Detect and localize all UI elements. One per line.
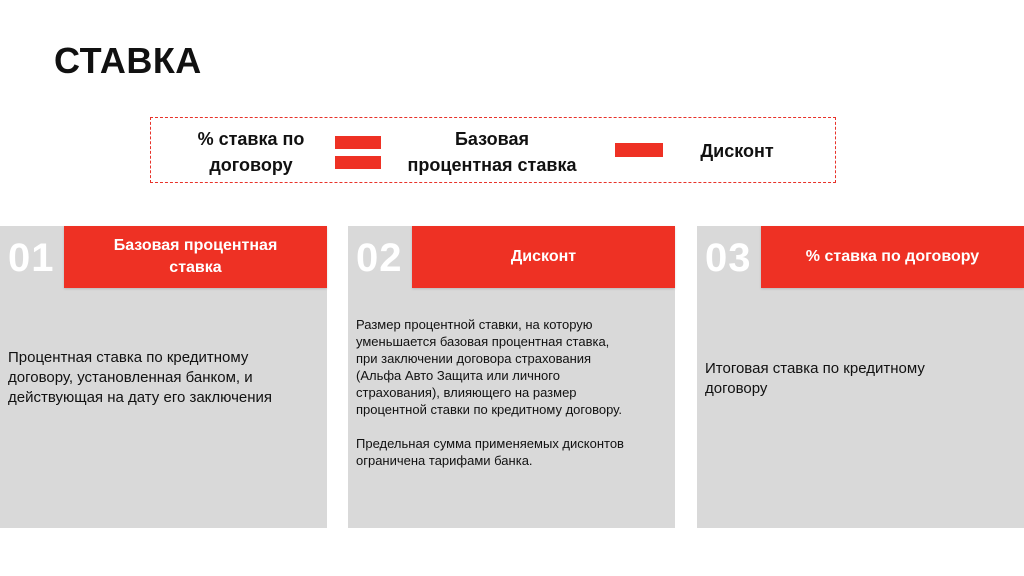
card-description-line: Процентная ставка по кредитному bbox=[8, 349, 249, 366]
card-description-line: страхования), влияющего на размер bbox=[356, 385, 577, 400]
card-description-line: договору bbox=[705, 380, 768, 397]
rate-formula-box bbox=[150, 117, 836, 183]
minus-sign bbox=[615, 143, 663, 157]
formula-base-rate-line1: Базовая bbox=[454, 129, 529, 149]
card-description-line: Итоговая ставка по кредитному bbox=[705, 360, 925, 377]
page-title: СТАВКА bbox=[54, 40, 202, 81]
card-contract-rate bbox=[697, 226, 1024, 528]
formula-discount-label: Дисконт bbox=[700, 141, 774, 161]
formula-base-rate-line2: процентная ставка bbox=[407, 155, 577, 175]
card-description-line: (Альфа Авто Защита или личного bbox=[356, 368, 560, 383]
card-description-line: при заключении договора страхования bbox=[356, 351, 592, 366]
card-description-line: ограничена тарифами банка. bbox=[356, 453, 533, 468]
card-description bbox=[356, 316, 670, 469]
formula-contract-rate-line1: % ставка по bbox=[197, 129, 305, 149]
card-description bbox=[705, 359, 1005, 399]
card-header: % ставка по договору bbox=[761, 226, 1024, 288]
card-description-line: договору, установленная банком, и bbox=[8, 369, 253, 386]
formula-contract-rate-line2: договору bbox=[209, 155, 293, 175]
card-number: 03 bbox=[705, 236, 752, 280]
card-header-line2: ставка bbox=[169, 259, 222, 276]
formula-base-rate-label bbox=[385, 126, 599, 178]
card-description bbox=[8, 348, 320, 408]
card-description-line: действующая на дату его заключения bbox=[8, 389, 273, 406]
card-header-line1: Базовая процентная bbox=[113, 237, 278, 254]
card-discount bbox=[348, 226, 675, 528]
card-description-paragraph bbox=[356, 316, 670, 418]
card-description-line: Предельная сумма применяемых дисконтов bbox=[356, 436, 624, 451]
card-number: 01 bbox=[8, 236, 55, 280]
card-base-rate bbox=[0, 226, 327, 528]
card-description-line: уменьшается базовая процентная ставка, bbox=[356, 334, 610, 349]
card-description-line: Размер процентной ставки, на которую bbox=[356, 317, 593, 332]
card-number: 02 bbox=[356, 236, 403, 280]
equals-sign-bottom-bar bbox=[335, 156, 381, 169]
equals-sign-top-bar bbox=[335, 136, 381, 149]
card-description-paragraph bbox=[356, 435, 670, 469]
card-header: Дисконт bbox=[412, 226, 675, 288]
card-description-line: процентной ставки по кредитному договору. bbox=[356, 402, 622, 417]
card-header bbox=[64, 226, 327, 288]
formula-contract-rate-label bbox=[171, 126, 331, 178]
